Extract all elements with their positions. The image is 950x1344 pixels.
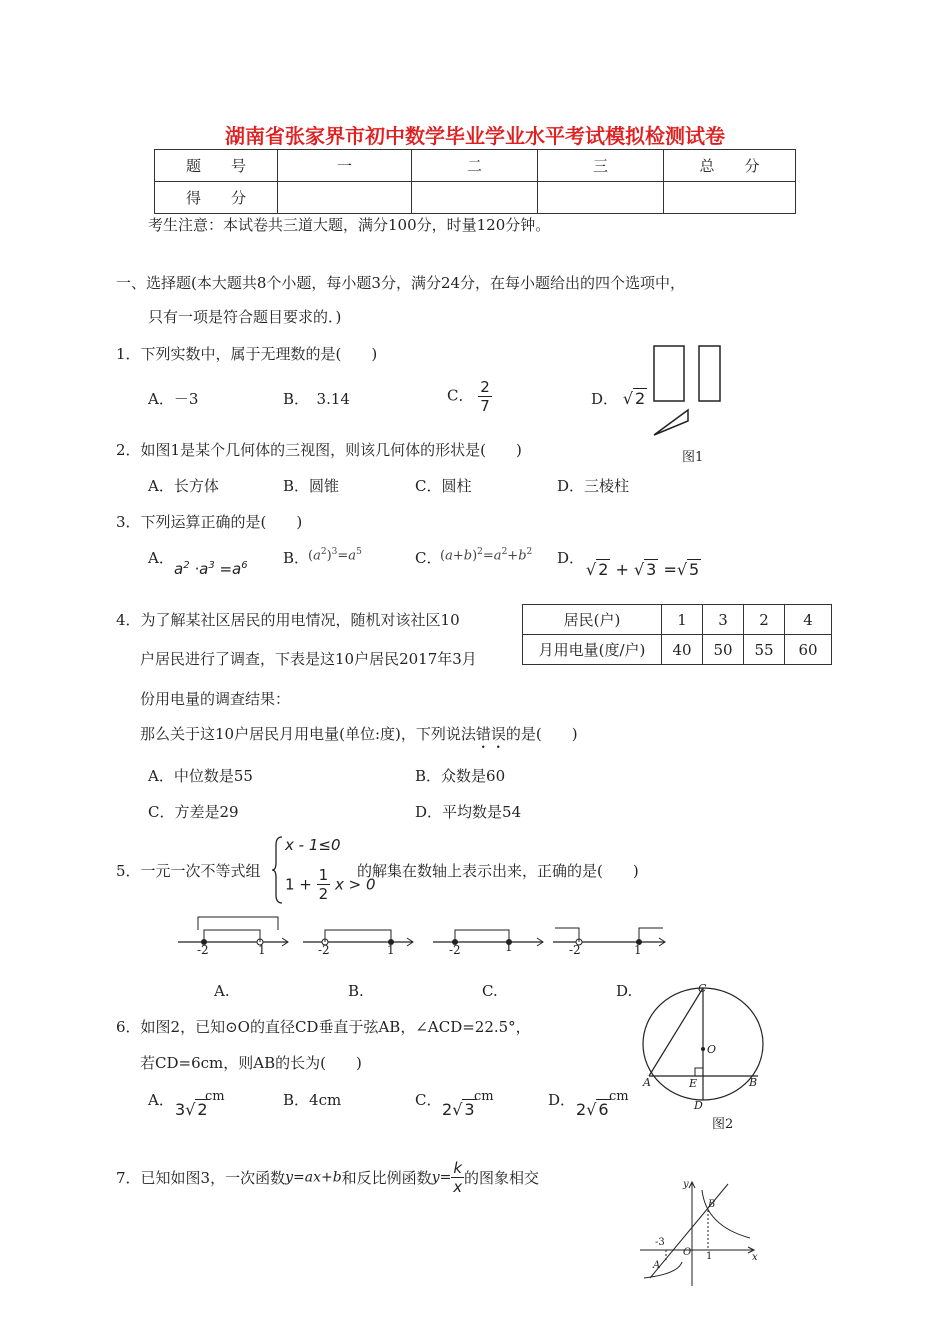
linear-function: y=ax+b — [285, 1169, 342, 1186]
figure-2-circle — [640, 982, 770, 1112]
axis-label: -2 — [197, 943, 209, 957]
axis-label: -2 — [569, 943, 581, 957]
figure-3-graph — [640, 1178, 760, 1288]
graph-label: A — [653, 1260, 661, 1271]
q5-stem-post: 的解集在数轴上表示出来，正确的是( ) — [357, 862, 639, 880]
q5-stem-pre: 5．一元一次不等式组 — [116, 862, 261, 880]
q2-option-d[interactable]: D．三棱柱 — [557, 477, 630, 495]
q3-option-b-label[interactable]: B． — [283, 549, 310, 567]
table-cell: 2 — [744, 605, 785, 635]
q5-option-c[interactable]: C. — [482, 982, 498, 1000]
q3-option-c-expr: $(a+b)^2=a^2+b^2$ — [440, 547, 533, 564]
q2-option-a[interactable]: A．长方体 — [148, 477, 219, 495]
electricity-table — [522, 604, 832, 665]
graph-label: -3 — [655, 1237, 665, 1248]
q4-stem-line4: 那么关于这10户居民月用电量(单位:度)，下列说法错误的是( ) — [140, 725, 578, 743]
q4-option-d[interactable]: D．平均数是54 — [415, 803, 522, 821]
page-title: 湖南省张家界市初中数学毕业学业水平考试模拟检测试卷 — [225, 124, 725, 148]
q5-option-d[interactable]: D. — [616, 982, 633, 1000]
q2-option-b[interactable]: B．圆锥 — [283, 477, 340, 495]
q1-option-c[interactable] — [447, 378, 492, 415]
score-header-cell: 总 分 — [664, 150, 796, 182]
table-cell: 40 — [662, 635, 703, 665]
table-row-label: 月用电量(度/户) — [523, 635, 662, 665]
table-cell: 50 — [703, 635, 744, 665]
table-cell: 55 — [744, 635, 785, 665]
q3-option-a-expr: $a^2 \cdot a^3 =a^6$ — [174, 560, 248, 578]
q7-stem: 7．已知如图3，一次函数y=ax+b和反比例函数y= $\frac{k}{x}$ 的图象相交 — [116, 1159, 540, 1196]
point-label: C — [698, 982, 707, 995]
sqrt: √ 2 — [622, 389, 646, 408]
score-input-cell[interactable] — [664, 182, 796, 214]
score-input-cell[interactable] — [538, 182, 664, 214]
q2-option-c[interactable]: C．圆柱 — [415, 477, 472, 495]
q4-option-b[interactable]: B．众数是60 — [415, 767, 506, 785]
point-label: O — [707, 1043, 717, 1056]
q6-option-d[interactable]: D． — [548, 1091, 576, 1109]
side-view — [699, 346, 720, 401]
score-row-label: 得 分 — [155, 182, 278, 214]
q1-option-d[interactable] — [591, 388, 647, 409]
axis-label: 1 — [505, 940, 513, 954]
q1-option-a[interactable]: A．－3 — [148, 390, 199, 408]
graph-label: B — [708, 1199, 716, 1210]
section-heading-cont: 只有一项是符合题目要求的．) — [148, 308, 342, 326]
exam-notice: 考生注意：本试卷共三道大题，满分100分，时量120分钟。 — [148, 216, 551, 234]
axis-label: 1 — [258, 943, 266, 957]
q3-option-d-label[interactable]: D． — [557, 549, 585, 567]
section-heading: 一、选择题(本大题共8个小题，每小题3分，满分24分，在每小题给出的四个选项中， — [116, 274, 686, 292]
point-label: D — [694, 1099, 703, 1112]
unit: cm — [609, 1089, 629, 1104]
figure-1-caption: 图1 — [682, 450, 704, 465]
score-table — [154, 149, 796, 214]
axis-label: -2 — [318, 943, 330, 957]
fraction: $\frac{1}{2}$ — [318, 866, 329, 903]
q6-option-b[interactable]: B．4cm — [283, 1091, 342, 1109]
q4-option-a[interactable]: A．中位数是55 — [148, 767, 253, 785]
q4-stem-line1: 4．为了解某社区居民的用电情况，随机对该社区10 — [116, 611, 460, 629]
fraction-denominator: 7 — [480, 397, 490, 415]
q4-stem-line3: 份用电量的调查结果： — [140, 690, 291, 708]
table-cell: 4 — [785, 605, 832, 635]
q4-option-c[interactable]: C．方差是29 — [148, 803, 239, 821]
graph-label: O — [683, 1247, 692, 1258]
q1-c-label: C． — [447, 386, 474, 405]
axis-label: -2 — [449, 943, 461, 957]
q6-option-a[interactable]: A． — [148, 1091, 174, 1109]
q6-a-value: 3√ 2 — [175, 1100, 208, 1119]
point-label: A — [643, 1076, 651, 1089]
q6-option-c[interactable]: C． — [415, 1091, 442, 1109]
number-line-a — [178, 912, 293, 962]
emphasis-text: 错误 — [475, 725, 506, 743]
inequality-1: x - 1≤0 — [285, 836, 341, 854]
q6-d-value: 2√ 6 — [576, 1100, 609, 1119]
q3-option-c-label[interactable]: C． — [415, 549, 442, 567]
q2-stem: 2．如图1是某个几何体的三视图，则该几何体的形状是( ) — [116, 441, 522, 459]
q3-stem: 3．下列运算正确的是( ) — [116, 513, 303, 531]
score-header-cell: 一 — [278, 150, 412, 182]
figure-2-caption: 图2 — [712, 1117, 734, 1132]
point-label: B — [749, 1076, 758, 1089]
top-view — [654, 410, 688, 435]
score-input-cell[interactable] — [278, 182, 412, 214]
table-cell: 60 — [785, 635, 832, 665]
fraction — [478, 378, 492, 415]
system-brace — [272, 835, 284, 905]
q5-option-a[interactable]: A. — [214, 982, 230, 1000]
q4-stem-line2: 户居民进行了调查，下表是这10户居民2017年3月 — [140, 650, 477, 668]
q6-stem-line1: 6．如图2，已知⊙O的直径CD垂直于弦AB，∠ACD=22.5°， — [116, 1018, 531, 1036]
graph-label: 1 — [706, 1251, 713, 1262]
q1-option-b[interactable]: B． 3.14 — [283, 390, 350, 408]
q3-option-b-expr: $(a^2)^3=a^5$ — [308, 547, 362, 564]
fraction: $\frac{k}{x}$ — [453, 1159, 463, 1196]
figure-1-three-views — [650, 343, 730, 438]
q1-stem: 1．下列实数中，属于无理数的是( ) — [116, 345, 378, 363]
q6-c-value: 2√ 3 — [442, 1100, 475, 1119]
score-header-cell: 二 — [412, 150, 538, 182]
score-header-cell: 题 号 — [155, 150, 278, 182]
q6-stem-line2: 若CD=6cm，则AB的长为( ) — [140, 1054, 362, 1072]
score-input-cell[interactable] — [412, 182, 538, 214]
point-label: E — [689, 1077, 698, 1090]
graph-label: y — [683, 1179, 689, 1190]
unit: cm — [474, 1089, 494, 1104]
fraction-numerator: 2 — [480, 378, 490, 396]
table-cell: 3 — [703, 605, 744, 635]
graph-label: x — [752, 1252, 758, 1263]
q3-option-a-label[interactable]: A． — [148, 549, 174, 567]
unit: cm — [205, 1089, 225, 1104]
q5-option-b[interactable]: B. — [348, 982, 364, 1000]
table-row-label: 居民(户) — [523, 605, 662, 635]
q1-d-label: D． — [591, 390, 619, 408]
axis-label: 1 — [634, 943, 642, 957]
table-cell: 1 — [662, 605, 703, 635]
score-header-cell: 三 — [538, 150, 664, 182]
inequality-2: 1 + $\frac{1}{2}$ x > 0 — [285, 866, 376, 903]
q3-option-d-expr: √ 2 + √ 3 =√ 5 — [586, 560, 700, 579]
axis-label: 1 — [387, 943, 395, 957]
front-view — [654, 346, 684, 401]
